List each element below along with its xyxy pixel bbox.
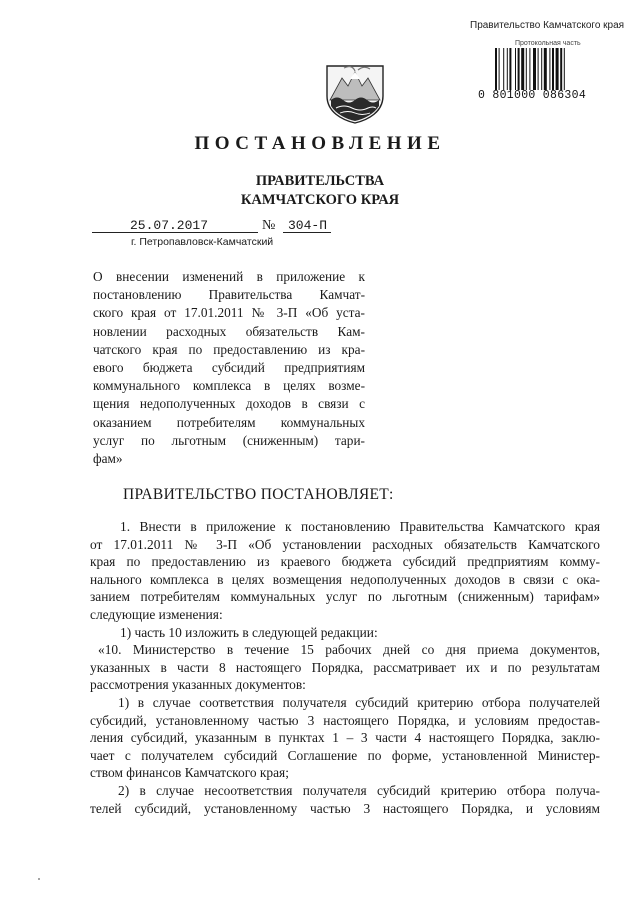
- barcode-bar: [499, 48, 500, 90]
- issue-city: г. Петропавловск-Камчатский: [131, 236, 274, 248]
- body-line: ством финансов Камчатского края;: [90, 765, 289, 781]
- document-body: [90, 518, 600, 817]
- barcode-bar: [526, 48, 527, 90]
- barcode-bar: [507, 48, 508, 90]
- body-line: 1. Внести в приложение к постановлению Правительства Камчатского края: [120, 519, 600, 534]
- barcode-bar: [556, 48, 559, 90]
- scan-speck: [38, 878, 40, 880]
- barcode-bar: [518, 48, 520, 90]
- title-line: услуг по льготным (сниженным) тари-: [93, 432, 365, 448]
- body-line: телей субсидий, установленному частью 3 настоящего Порядка, и условиям: [90, 800, 600, 816]
- title-line: ского края от 17.01.2011 № 3-П «Об уста-: [93, 305, 365, 321]
- title-line: коммунального комплекса в целях возме-: [93, 378, 365, 394]
- body-line: 1) в случае соответствия получателя субсидий критерию отбора получателей: [118, 694, 600, 710]
- barcode-bar: [560, 48, 562, 90]
- title-line: щения недополученных доходов в связи с: [93, 396, 365, 412]
- barcode-bar: [529, 48, 530, 90]
- barcode-bar: [515, 48, 516, 90]
- barcode-bar: [503, 48, 504, 90]
- body-line: 1) часть 10 изложить в следующей редакции:: [120, 624, 378, 640]
- barcode-number: 0 801000 086304: [478, 89, 587, 102]
- title-line: новлении расходных обязательств Кам-: [93, 323, 365, 339]
- document-title: [93, 268, 365, 468]
- registry-stamp-section: Протокольная часть: [515, 40, 581, 47]
- body-line: «10. Министерство в течение 15 рабочих дней со дня приема документов,: [98, 642, 600, 658]
- barcode-bar: [544, 48, 547, 90]
- barcode-bar: [552, 48, 554, 90]
- kamchatka-coat-of-arms-icon: [322, 62, 388, 124]
- issuer-heading: [0, 172, 640, 210]
- body-line: следующие изменения:: [90, 606, 223, 622]
- barcode: [494, 48, 600, 90]
- title-line: фам»: [93, 450, 123, 466]
- body-line: 2) в случае несоответствия получателя субсидий критерию отбора получа-: [118, 782, 600, 798]
- document-number: 304-П: [288, 218, 328, 233]
- body-line: края по предоставлению из краевого бюджета субсидий предприятиям комму-: [90, 554, 600, 570]
- barcode-bar: [521, 48, 524, 90]
- body-line: указанных в части 8 настоящего Порядка, рассматривает их и по результатам: [90, 659, 600, 675]
- title-line: евого бюджета субсидий предприятиям: [93, 359, 365, 375]
- title-line: чатского края по предоставлению из кра-: [93, 341, 365, 357]
- document-date: 25.07.2017: [130, 218, 209, 233]
- body-line: субсидий, установленному частью 3 настоящего Порядка, и условиям предостав-: [90, 712, 600, 728]
- barcode-bar: [541, 48, 542, 90]
- barcode-bar: [495, 48, 497, 90]
- registry-stamp-organization: Правительство Камчатского края: [470, 20, 625, 31]
- body-line: нального комплекса в целях возмещения недополученных доходов в связи с ока-: [90, 571, 600, 587]
- body-line: рассмотрения указанных документов:: [90, 677, 306, 693]
- body-line: занием потребителям коммунальных услуг по льготным (сниженным) тарифам»: [90, 589, 600, 605]
- document-type-heading: ПОСТАНОВЛЕНИЕ: [194, 133, 446, 154]
- body-line: ления субсидий, указанным в пунктах 1 – 3 части 4 настоящего Порядка, заклю-: [90, 730, 600, 746]
- body-line: от 17.01.2011 № 3-П «Об установлении расходных обязательств Камчатского: [90, 536, 600, 552]
- issuer-line-1: ПРАВИТЕЛЬСТВА: [255, 173, 385, 189]
- barcode-bar: [533, 48, 536, 90]
- barcode-bar: [564, 48, 565, 90]
- barcode-bar: [538, 48, 539, 90]
- title-line: О внесении изменений в приложение к: [93, 269, 365, 284]
- title-line: постановлению Правительства Камчат-: [93, 287, 365, 303]
- issuer-line-2: КАМЧАТСКОГО КРАЯ: [240, 192, 400, 208]
- barcode-bar: [549, 48, 550, 90]
- barcode-bar: [509, 48, 511, 90]
- title-line: оказанием потребителям коммунальных: [93, 414, 365, 430]
- resolution-heading: ПРАВИТЕЛЬСТВО ПОСТАНОВЛЯЕТ:: [123, 486, 394, 503]
- body-line: чает с получателем субсидий Соглашение по форме, установленной Министер-: [90, 747, 600, 763]
- number-sign: №: [262, 218, 276, 233]
